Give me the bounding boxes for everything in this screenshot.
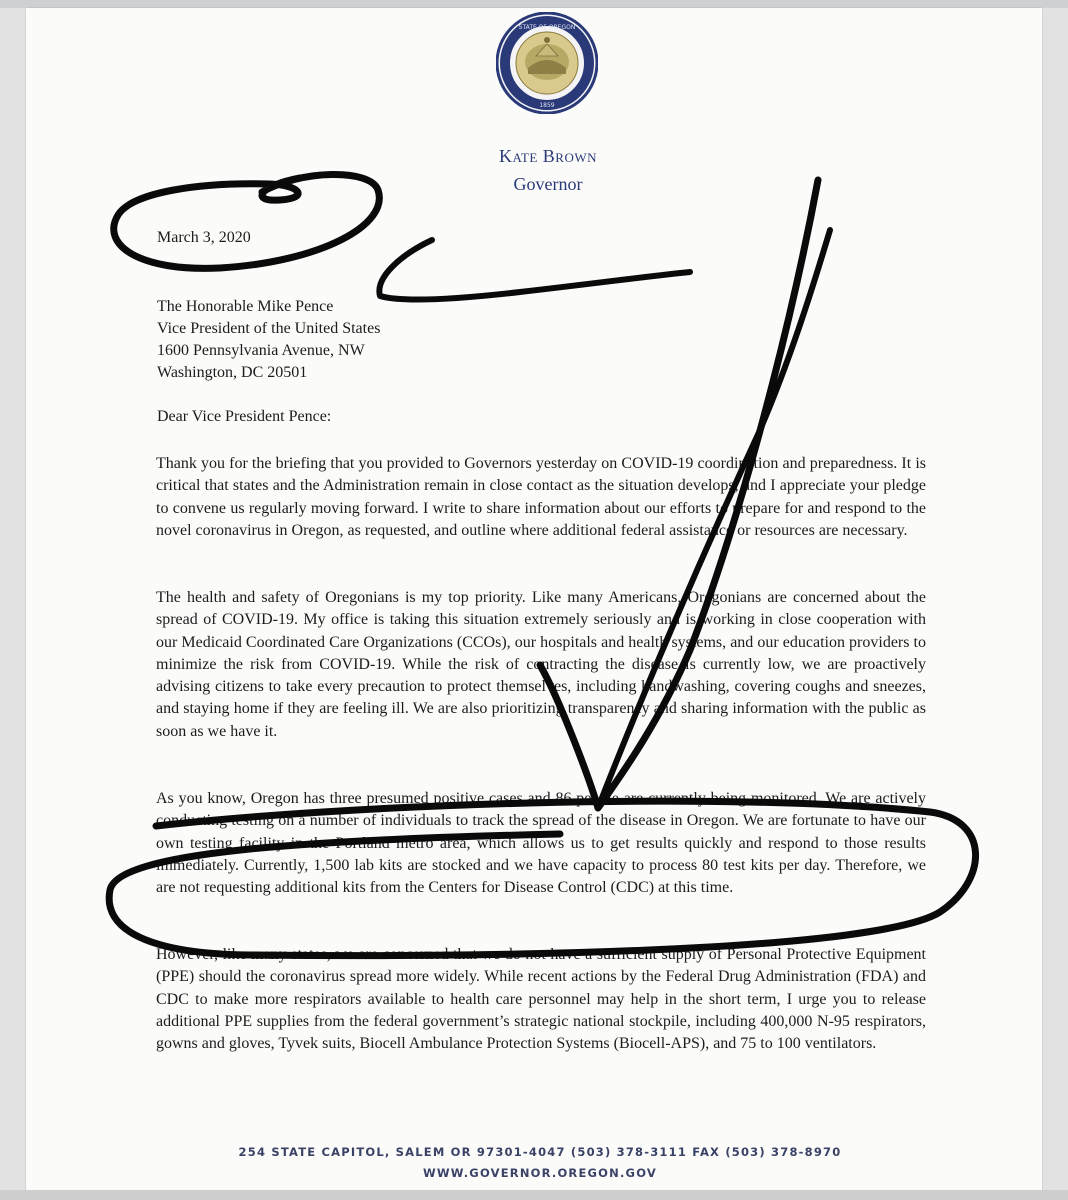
recipient-address: [157, 296, 380, 384]
paragraph-testing: As you know, Oregon has three presumed positive cases and 86 people are currently being monitored. We are actively conducting testing on a number of individuals to track the spread of the disease in Oregon. We are fortunate to have our own testing facility in the Portland metro area, which allows us to get results quickly and respond to those results immediately. Currently, 1,500 lab kits are stocked and we have capacity to process 80 test kits per day. Therefore, we are not requesting additional kits from the Centers for Disease Control (CDC) at this time.: [156, 790, 926, 897]
letter-date: March 3, 2020: [157, 229, 251, 246]
salutation: Dear Vice President Pence:: [157, 408, 332, 425]
state-seal-icon: [496, 12, 598, 114]
recipient-line: 1600 Pennsylvania Avenue, NW: [157, 342, 365, 359]
paragraph-health-safety: The health and safety of Oregonians is my top priority. Like many Americans, Oregonians are concerned about the spread of COVID-19. My office is taking this situation extremely seriously and is working in close cooperation with our Medicaid Coordinated Care Organizations (CCOs), our hospitals and health systems, and our education providers to minimize the risk from COVID-19. While the risk of contracting the disease is currently low, we are proactively advising citizens to take every precaution to protect themselves, including handwashing, covering coughs and sneezes, and staying home if they are feeling ill. We are also prioritizing transparency and sharing information with the public as soon as we have it.: [156, 589, 926, 740]
paragraph-briefing: Thank you for the briefing that you provided to Governors yesterday on COVID-19 coordination and preparedness. It is critical that states and the Administration remain in close contact as the situation develops, and I appreciate your pledge to convene us regularly moving forward. I write to share information about our efforts to prepare for and respond to the novel coronavirus in Oregon, as requested, and outline where additional federal assistance or resources are necessary.: [156, 455, 926, 539]
governor-title: Governor: [513, 174, 583, 194]
bottom-strip: [0, 1190, 1068, 1200]
footer-address: 254 STATE CAPITOL, SALEM OR 97301-4047 (503) 378-3111 FAX (503) 378-8970: [238, 1145, 842, 1159]
recipient-line: Washington, DC 20501: [157, 364, 308, 381]
recipient-line: Vice President of the United States: [157, 320, 381, 337]
footer-website: WWW.GOVERNOR.OREGON.GOV: [423, 1166, 657, 1180]
svg-text:1859: 1859: [539, 102, 555, 109]
svg-text:STATE OF OREGON: STATE OF OREGON: [518, 24, 576, 31]
recipient-line: The Honorable Mike Pence: [157, 298, 334, 315]
top-toolbar-strip: [0, 0, 1068, 8]
governor-name: Kate Brown: [498, 146, 598, 166]
paragraph-ppe-request: However, like many states, we are concerned that we do not have a sufficient supply of Personal Protective Equipment (PPE) should the coronavirus spread more widely. While recent actions by the Federal Drug Administration (FDA) and CDC to make more respirators available to health care personnel may help in the short term, I urge you to release additional PPE supplies from the federal government’s strategic national stockpile, including 400,000 N-95 respirators, gowns and gloves, Tyvek suits, Biocell Ambulance Protection Systems (Biocell-APS), and 75 to 100 ventilators.: [156, 946, 926, 1053]
